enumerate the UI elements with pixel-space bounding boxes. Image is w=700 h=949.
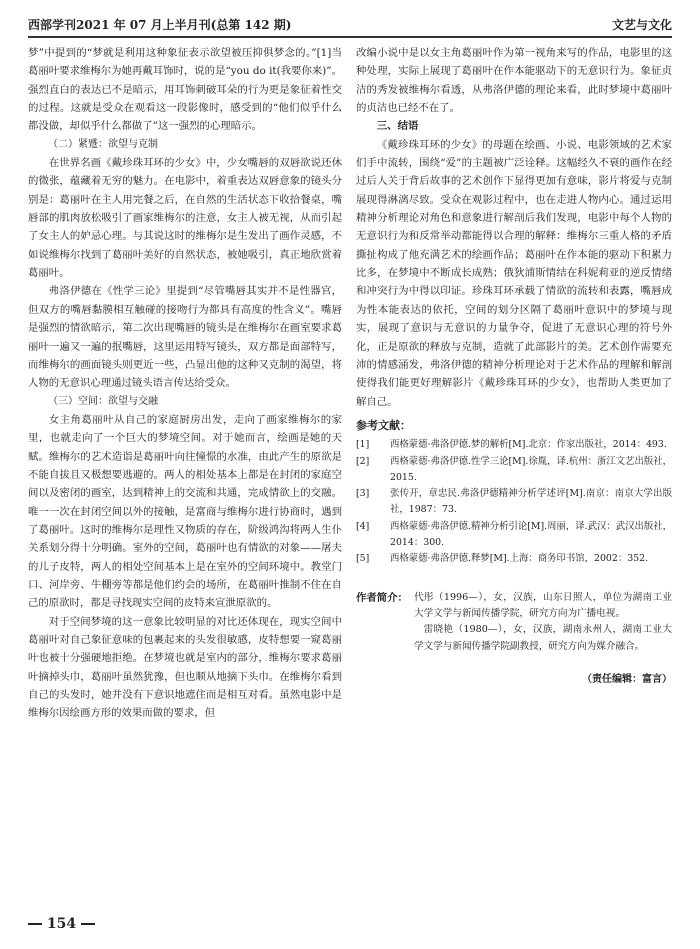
paragraph: 《戴珍珠耳环的少女》的母题在绘画、小说、电影领域的艺术家们手中流转，围绕“爱”的主题被广泛诠释。这幅经久不衰的画作在经过后人关于背后故事的艺术创作下显得更加有意味，影片将爱与克制展现得淋漓尽致。受众在观影过程中，也在走进人物内心。通过运用精神分析理论对角色和意象进行解剖后我们发现，电影中每个人物的无意识行为和反常举动都能得以合理的解释：维梅尔三重人格的矛盾撕扯构成了他充满艺术的绘画作品；葛丽叶在作本能的驱动下积累力比多，在梦境中不断成长成熟；俄狄浦斯情结在科妮莉亚的逆反情绪和冲突行为中得以印证。珍珠耳环承载了情欲的流转和表露，嘴唇成为性本能表达的依托，空间的划分区隔了葛丽叶意识中的梦境与现实，展现了意识与无意识的力量争夺，促进了无意识心理的符号外化，正是原欲的释放与克制，造就了此部影片的美。艺术创作需要充沛的情感涌发，弗洛伊德的精神分析理论对于艺术作品的理解和解剖使得我们能更好理解影片《戴珍珠耳环的少女》，也帮助人类更加了解自己。 (356, 138, 672, 408)
responsible-editor: （责任编辑：富言） (582, 674, 672, 686)
left-column (28, 44, 342, 723)
page-header (28, 12, 672, 38)
author-entry: 代彤（1996—），女，汉族，山东日照人，单位为湖南工业大学文学与新闻传播学院，研究方向为广播电视。 (414, 591, 672, 619)
paragraph: 梦”中提到的“梦就是利用这种象征表示欲望被压抑俱梦念的。”[1]当葛丽叶要求维梅尔为她再戴耳饰时，说的是“you do it(我要你来)”。强烈直白的表达已不是暗示，用耳饰刺破耳朵的行为更是象征着性交的过程。这就是受众在观看这一段影像时，感受到的“他们似乎什么都没做，却似乎什么都做了”这一强烈的心理暗示。 (28, 47, 342, 133)
author-bio (356, 590, 672, 656)
reference-number: [3] (356, 488, 370, 500)
issue-info: 2021 年 07 月上半月刊(总第 142 期) (76, 18, 292, 32)
footer-dash (28, 923, 42, 925)
author-entry: 雷晓艳（1980—），女，汉族，湖南永州人，湖南工业大学文学与新闻传播学院副教授，研究方向为媒介融合。 (414, 624, 672, 652)
reference-item (356, 454, 672, 487)
reference-text: 西格蒙德·弗洛伊德.梦的解析[M].北京：作家出版社，2014：493. (390, 439, 667, 451)
paragraph: 在世界名画《戴珍珠耳环的少女》中，少女嘴唇的双唇欲说还休的微张，蕴藏着无穷的魅力。在电影中，着重表达双唇意象的镜头分别是：葛丽叶在主人用完餐之后，在自然的生活状态下收拾餐桌，嘴唇部的肌肉放松吸引了画家维梅尔的注意，女主人被无视，从而引起了女主人的妒忌心理。与其说这时的维梅尔是生发出了画作灵感，不如说维梅尔找到了葛丽叶美好的自然状态，被她吸引，真正地欣赏着葛丽叶。 (28, 157, 342, 280)
reference-item (356, 486, 672, 519)
reference-text: 西格蒙德·弗洛伊德.精神分析引论[M].周丽，译.武汉：武汉出版社，2014：300. (390, 520, 672, 548)
page-number: 154 (46, 916, 77, 932)
reference-item (356, 519, 672, 552)
section-heading: 三、结语 (376, 120, 419, 133)
reference-number: [4] (356, 520, 370, 532)
section-name: 文艺与文化 (611, 18, 672, 32)
page-footer (28, 916, 95, 932)
reference-number: [2] (356, 455, 370, 467)
paragraph: 对于空间梦境的这一意象比较明显的对比还体现在，现实空间中葛丽叶对自己象征意味的包裹起来的头发很敏感，皮特想要一窥葛丽叶也被十分强硬地拒绝。在梦境也就是室内的部分，维梅尔要求葛丽叶摘掉头巾，葛丽叶虽然犹豫，但也顺从地摘下头巾。在维梅尔看到自己的头发时，她并没有下意识地遮住而是相互对看。虽然电影中是维梅尔因绘画方形的效果而做的要求，但 (28, 615, 342, 720)
journal-title (28, 16, 291, 33)
paragraph: 弗洛伊德在《性学三论》里提到“尽管嘴唇其实并不是性器官，但双方的嘴唇黏膜相互触碰的接吻行为都具有高度的性含义”。嘴唇是强烈的情欲暗示，第二次出现嘴唇的镜头是在维梅尔在画室要求葛丽叶一遍又一遍的抿嘴唇，这里运用特写镜头，双方都是面部特写，而维梅尔的画面镜头则更近一些，凸显出他的这种又克制的渴望，将人物的无意识心理通过镜头语言传达给受众。 (28, 285, 342, 390)
subheading: （三）空间：欲望与交融 (48, 395, 158, 407)
right-column (356, 44, 672, 690)
paragraph: 改编小说中是以女主角葛丽叶作为第一视角来写的作品，电影里的这种处理，实际上展现了葛丽叶在作本能驱动下的无意识行为。象征贞洁的秀发被维梅尔看透，从弗洛伊德的理论来看，此时梦境中葛丽叶的贞洁也已经不在了。 (356, 47, 672, 115)
reference-text: 张传开，章忠民.弗洛伊德精神分析学述评[M].南京：南京大学出版社，1987：73. (390, 488, 672, 516)
reference-number: [1] (356, 439, 370, 451)
author-text (414, 590, 672, 656)
paragraph: 女主角葛丽叶从自己的家庭厨房出发，走向了画家维梅尔的家里，也就走向了一个巨大的梦境空间。对于她而言，绘画是她的天赋。维梅尔的艺术造诣是葛丽叶向往憧憬的水准，由此产生的原欲是不能自拔且又极想要逃避的。两人的相处基本上都是在封闭的家庭空间以及密闭的画室，达到精神上的交流和共通，完成情欲上的交融。唯一一次在封闭空间以外的接触，是富商与维梅尔进行协商时，遇到了葛丽叶。这时的维梅尔是理性又物质的存在，阶级鸿沟将两人生仆关系划分得十分明确。室外的空间，葛丽叶也有情欲的对象——屠夫的儿子皮特，两人的相处空间基本上是在室外的空间环境中。教堂门口、河岸旁、牛棚旁等都是他们约会的场所，在葛丽叶推制不住在自己的原欲时，都是寻找现实空间的皮特来宣泄原欲的。 (28, 413, 342, 610)
reference-text: 西格蒙德·弗洛伊德.性学三论[M].徐胤，译.杭州：浙江文艺出版社，2015. (390, 455, 672, 483)
subheading: （二）紧蹙：欲望与克制 (48, 138, 158, 150)
journal-logo: 西部学刊 (28, 18, 77, 32)
references-heading: 参考文献： (356, 418, 411, 432)
reference-item (356, 551, 672, 567)
reference-list (356, 437, 672, 567)
author-label: 作者简介： (356, 591, 408, 604)
reference-number: [5] (356, 553, 370, 565)
reference-text: 西格蒙德·弗洛伊德.释梦[M].上海：商务印书馆，2002：352. (390, 553, 649, 565)
footer-dash (81, 923, 95, 925)
reference-item (356, 437, 672, 453)
